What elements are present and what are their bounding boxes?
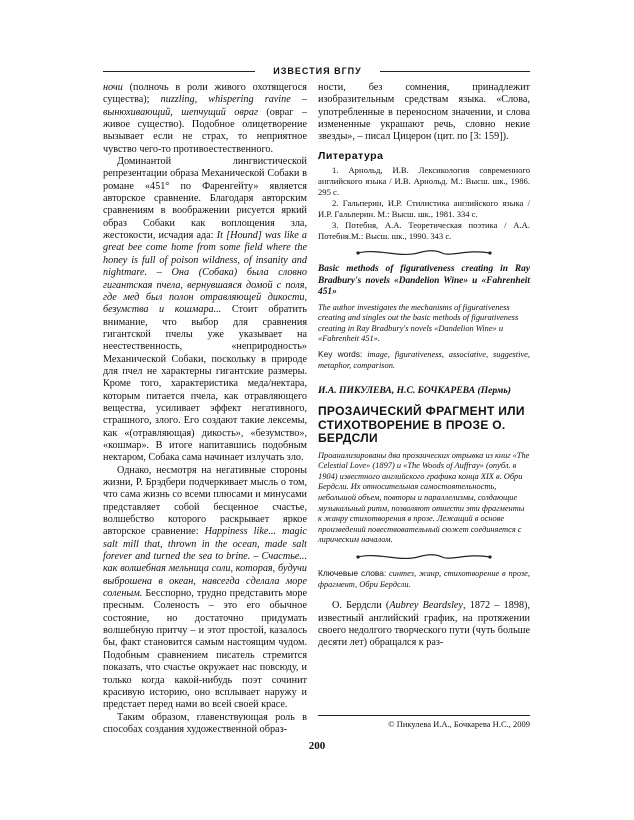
swirl-ornament-icon <box>318 246 530 260</box>
text-segment: Доминантой лингвистической репрезентации образа Механической Собаки в романе «451° по Фаренгейту» является авторское сравнение. Благодаря авторским сравнениям в воображении рисуется яркий образ Собаки как воплощения зла, жестокости, исчадия ада: <box>103 156 307 242</box>
english-title: Basic methods of figurativeness creating in Ray Bradbury's novels «Dandelion Wine» и «Fahrenheit 451» <box>318 264 530 298</box>
paragraph <box>103 712 307 737</box>
reference-item: 3. Потебня, А.А. Теоретическая поэтика / А.А. Потебня.М.: Высш. шк., 1990. 343 с. <box>318 220 530 242</box>
paragraph <box>103 156 307 465</box>
footnote-rule <box>318 715 530 716</box>
left-column <box>103 82 307 736</box>
text-segment: Таким образом, главенствующая роль в способах создания художественной образ- <box>103 711 307 735</box>
english-abstract: The author investigates the mechanisms of figurativeness creating and singles out the basic methods of figurativeness creating in Ray Bradbury's novels «Dandelion Wine» и «Fahrenheit 451». <box>318 302 519 344</box>
article-continuation: ности, без сомнения, принадлежит изобразительным средствам языка. «Слова, употребленные в переносном значении, и слова измененные украшают речь, словно некие звезды», – писал Цицерон (цит. по [3: 159]). <box>318 82 530 143</box>
keywords-label: Key words: <box>318 348 363 359</box>
swirl-ornament-icon <box>318 550 530 564</box>
italic-segment: nuzzling, whispering ravine – вынюхивающий, шепчущий овраг <box>103 94 307 118</box>
keywords-label: Ключевые слова: <box>318 568 387 579</box>
article-title: ПРОЗАИЧЕСКИЙ ФРАГМЕНТ ИЛИ СТИХОТВОРЕНИЕ В ПРОЗЕ О. БЕРДСЛИ <box>318 403 525 446</box>
text-segment: (овраг – живое существо). Подобное олицетворение вызывает если не страх, то неприятное чувство чего-то противоестественного. <box>103 106 307 155</box>
italic-segment: It [Hound] was like a great bee come home from some field where the honey is full of poison wildness, of insanity and nightmare. – Она (Собака) была словно гигантская пчела, вернувшаяся домой с поля, где мед был полон отравляющей дикости, безумства и кошмара... <box>103 230 307 316</box>
text-segment: Стоит обратить внимание, что выбор для сравнения гигантской пчелы уже указывает на неестественность, «неприродность» Механической Собаки, поскольку в природе для пчел не характерны гигантские размеры. Кроме того, характеристика меда/нектара, которым питается пчела, как отравляющего вещества, усиливает эффект негативного, страшного, злого. Его создают такие лексемы, как «(отравляющая) дикость», «безумство», «кошмар». В итоге напитавшись подобным нектаром, Собака сама начинает излучать зло. <box>103 304 307 464</box>
running-header <box>103 64 530 78</box>
reference-item: 1. Арнольд, И.В. Лексикология современного английского языка / И.В. Арнольд. М.: Высш. шк., 1986. 295 с. <box>318 165 530 198</box>
text-segment: (полночь в роли живого охотящегося существа); <box>103 82 307 106</box>
text-segment: Однако, несмотря на негативные стороны жизни, Р. Брэдбери подчеркивает мысль о том, что сама жизнь со всеми плюсами и минусами представляет собой бесценное счастье, волшебство которого раскрывает яркое авторское сравнение: <box>103 464 307 538</box>
reference-list <box>318 165 530 242</box>
italic-segment: Aubrey Beardsley <box>389 600 463 612</box>
reference-item: 2. Гальперин, И.Р. Стилистика английского языка / И.Р. Гальперин. М.: Высш. шк., 1981. 334 с. <box>318 198 530 220</box>
paragraph <box>103 465 307 712</box>
keywords-value: синтез, жанр, стихотворение в прозе, фрагмент, Обри Бердсли. <box>318 569 530 589</box>
page-number: 200 <box>308 740 326 752</box>
text-segment: О. Бердсли ( <box>332 600 390 612</box>
article-authors: И.А. ПИКУЛЕВА, Н.С. БОЧКАРЕВА (Пермь) <box>318 385 511 397</box>
literature-heading: Литература <box>318 149 384 162</box>
header-rule-right <box>380 71 530 72</box>
ornament-divider <box>318 246 530 260</box>
journal-title: ИЗВЕСТИЯ ВГПУ <box>273 66 362 76</box>
russian-keywords <box>318 568 530 590</box>
paragraph <box>103 82 307 156</box>
italic-segment: ночи <box>103 82 123 93</box>
ornament-divider <box>318 550 530 564</box>
copyright-note: © Пикулева И.А., Бочкарева Н.С., 2009 <box>388 719 530 729</box>
text-segment: , 1872 – 1898), известный английский график, на протяжении своего недолгого творческого пути (чуть больше десяти лет) обращался к раз- <box>318 600 530 649</box>
article-body-start <box>318 600 530 649</box>
header-rule-left <box>103 71 255 72</box>
right-column <box>318 82 530 650</box>
keywords-value: image, figurativeness, associative, suggestive, metaphor, comparison. <box>318 349 530 370</box>
text-segment: Бесспорно, трудно представить море пресным. Соленость – это его обычное состояние, но достаточно придумать волшебную притчу – и этот простой, казалось бы, факт становится самым настоящим чудом. Подобным сравнением писатель стремится показать, что счастье окружает нас повсюду, и только когда какой-нибудь поэт сочинит красивую историю, оно всплывает наружу и предстает перед нами во всей своей красе. <box>103 588 307 711</box>
english-keywords <box>318 349 530 371</box>
russian-abstract: Проанализированы два прозаических отрывка из книг «The Celestial Love» (1897) и «The Woods of Auffray» (опубл. в 1904) известного английского графика конца XIX в. Обри Бердсли. Их относительная самостоятельность, небольшой объем, повторы и параллелизмы, создающие музыкальный ритм, позволяют отнести эти фрагменты к жанру стихотворения в прозе. Лежащий в основе произведений повествовательный сюжет соединяется с лирическим началом. <box>318 450 530 545</box>
italic-segment: Happiness like... magic salt mill that, thrown in the ocean, made salt forever and turned the sea to brine. – Счастье... как волшебная мельница соли, которая, будучи выброшена в океан, навсегда сделала море соленым. <box>103 526 307 600</box>
